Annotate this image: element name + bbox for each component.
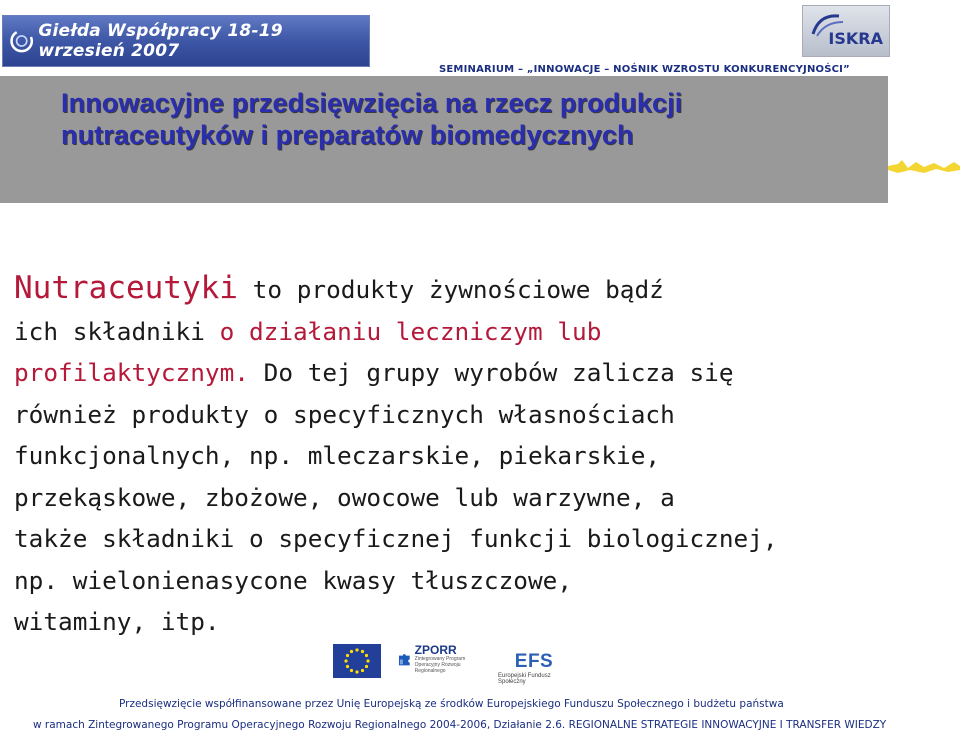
zporr-title: ZPORR [414,642,457,657]
slide-title-line-1: Innowacyjne przedsięwzięcia na rzecz produkcji [61,88,683,118]
iskra-logo [802,5,890,57]
keyword-nutraceutyki: Nutraceutyki [14,270,238,306]
title-box [0,76,888,203]
body-line-4: również produkty o specyficznych własnościach [14,399,675,429]
decorative-stripe-icon [888,158,960,176]
swirl-logo-icon [9,26,34,56]
body-line-1: Nutraceutyki to produkty żywnościowe bądź [14,270,664,306]
puzzle-icon [398,644,411,674]
footer-cofinancing: Przedsięwzięcie współfinansowane przez Unię Europejską ze środków Europejskiego Funduszu Społecznego i budżetu państwa [119,698,784,710]
body-paragraph [14,268,914,643]
efs-subtitle: Europejski Fundusz Społeczny [498,673,551,685]
body-line-5: funkcjonalnych, np. mleczarskie, piekarskie, [14,441,661,470]
zporr-subtitle: Zintegrowany Program Operacyjny Rozwoju Regionalnego [414,655,466,674]
body-line-2: ich składniki o działaniu leczniczym lub [14,316,602,346]
banner-text: Giełda Współpracy 18-19 wrzesień 2007 [38,21,283,61]
keyword-action: o działaniu leczniczym lub [219,316,602,346]
footer-program: w ramach Zintegrowanego Programu Operacyjnego Rozwoju Regionalnego 2004-2006, Działanie 2.6. REGIONALNE STRATEGIE INNOWACYJNE I TRANSFER WIEDZY [33,719,887,731]
eu-flag-logo [333,644,381,678]
body-line-6: przekąskowe, zbożowe, owocowe lub warzywne, a [14,482,675,512]
iskra-swirl-icon [809,10,849,40]
keyword-profilaktycznym: profilaktycznym. [14,358,249,387]
body-line-7: także składniki o specyficznej funkcji biologicznej, [14,524,778,553]
body-line-3: profilaktycznym. Do tej grupy wyrobów zalicza się [14,358,734,387]
gielda-banner [2,15,370,67]
eu-stars-icon [342,646,372,676]
seminar-heading: SEMINARIUM – „INNOWACJE – NOŚNIK WZROSTU KONKURENCYJNOŚCI” [439,64,850,75]
iskra-logo-text: ISKRA [828,29,883,48]
body-line-8: np. wielonienasycone kwasy tłuszczowe, [14,565,573,595]
zporr-logo [398,639,478,679]
body-line-9: witaminy, itp. [14,607,220,636]
slide-title-line-2: nutraceutyków i preparatów biomedycznych [61,120,634,150]
efs-logo [498,639,570,689]
efs-title: EFS [514,651,554,672]
